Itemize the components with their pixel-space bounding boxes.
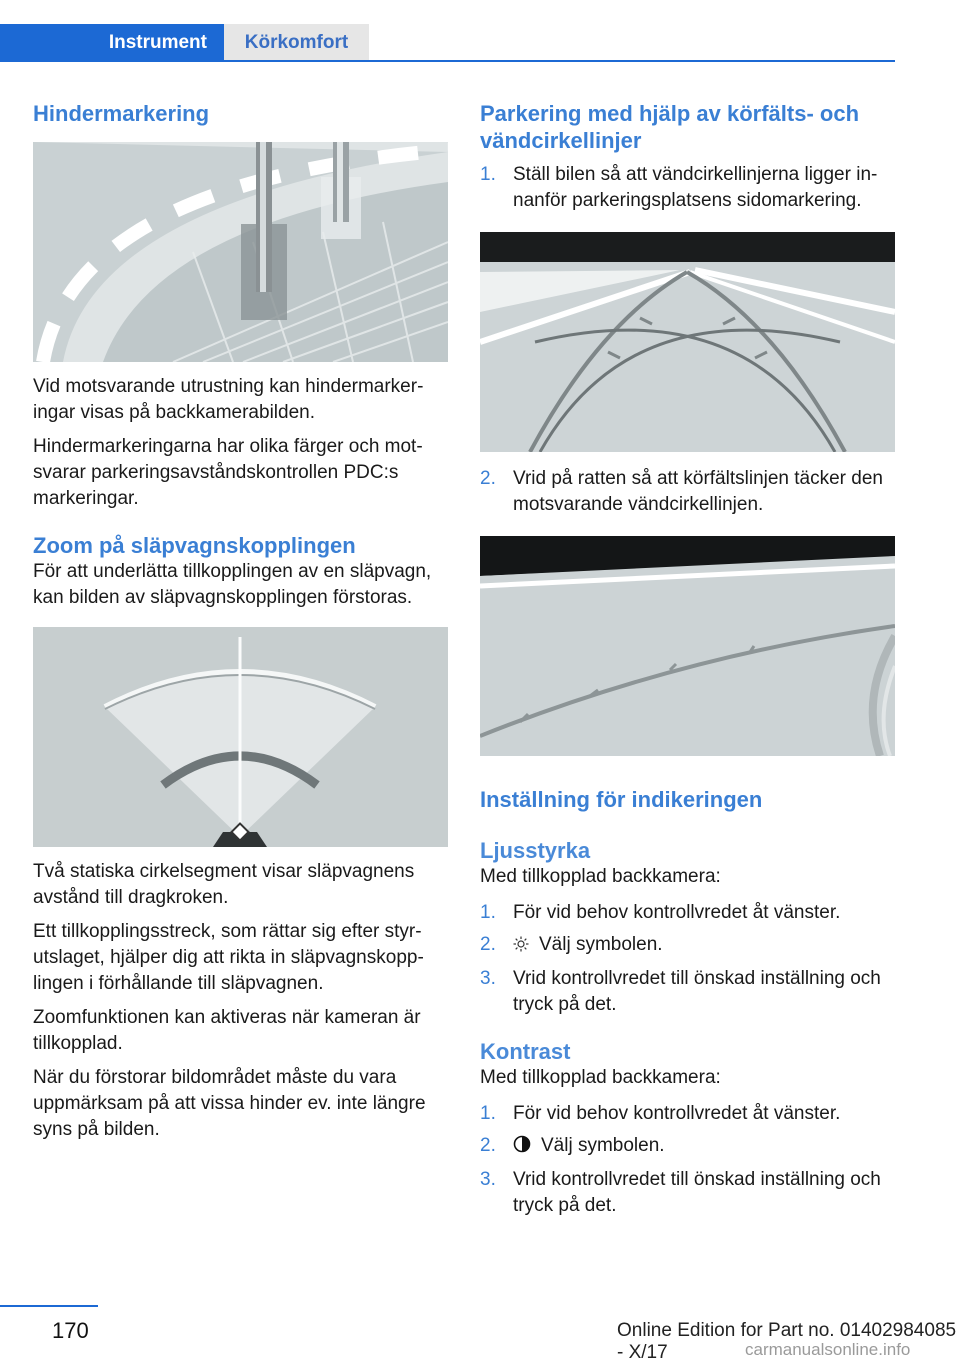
heading-contrast: Kontrast <box>480 1039 571 1064</box>
step-number: 1. <box>480 164 496 185</box>
left-column <box>33 100 448 1143</box>
list-item <box>480 1167 895 1219</box>
paragraph-zoom-4: Zoomfunktionen kan aktiveras när kameran är tillkopplad. <box>33 1007 421 1054</box>
step-text: För vid behov kontrollvredet åt vänster. <box>513 1103 841 1124</box>
half-circle-icon <box>513 1135 531 1161</box>
figure-hitch-zoom <box>33 627 448 847</box>
step-text: Välj symbolen. <box>541 1135 665 1156</box>
step-number: 2. <box>480 468 496 489</box>
footer-rule <box>0 1305 98 1307</box>
parking-steps-2 <box>480 466 895 518</box>
list-item <box>480 162 895 214</box>
paragraph-zoom-5: När du förstorar bildområdet måste du vara uppmärksam på att vissa hinder ev. inte längre syns på bilden. <box>33 1067 426 1140</box>
heading-parking: Parkering med hjälp av körfälts- och vändcirkellinjer <box>480 101 860 153</box>
step-text: Ställ bilen så att vändcirkellinjerna ligger innanför parkeringsplatsens sidomarkering. <box>513 164 878 211</box>
figure-turning-lines <box>480 232 895 452</box>
step-number: 3. <box>480 1169 496 1190</box>
tab-instrument[interactable]: Instrument <box>0 24 224 61</box>
paragraph-brightness: Med tillkopplad backkamera: <box>480 866 721 887</box>
figure-lane-line <box>480 536 895 756</box>
paragraph-zoom-3: Ett tillkopplingsstreck, som rättar sig efter styrutslaget, hjälper dig att rikta in släpvagnskopplingen i förhållande till släpvagnen. <box>33 921 424 994</box>
list-item <box>480 466 895 518</box>
header-rule <box>0 60 895 62</box>
step-text: För vid behov kontrollvredet åt vänster. <box>513 902 841 923</box>
edition-note: Online Edition for Part no. 01402984085 - X/17 <box>617 1320 957 1363</box>
step-number: 1. <box>480 902 496 923</box>
page-number: 170 <box>52 1318 89 1343</box>
list-item <box>480 966 895 1018</box>
tab-korkomfort[interactable]: Körkomfort <box>224 24 369 61</box>
step-number: 2. <box>480 1135 496 1156</box>
header-tabs <box>0 24 895 61</box>
step-number: 1. <box>480 1103 496 1124</box>
step-text: Välj symbolen. <box>539 934 663 955</box>
figure-obstacle-markers <box>33 142 448 362</box>
step-number: 2. <box>480 934 496 955</box>
step-text: Vrid kontrollvredet till önskad inställning och tryck på det. <box>513 968 881 1015</box>
step-number: 3. <box>480 968 496 989</box>
step-text: Vrid på ratten så att körfältslinjen täcker den motsvarande vändcirkellinjen. <box>513 468 883 515</box>
list-item <box>480 1101 895 1127</box>
list-item <box>480 1133 895 1161</box>
paragraph-zoom-2: Två statiska cirkelsegment visar släpvagnens avstånd till dragkroken. <box>33 861 415 908</box>
heading-zoom: Zoom på släpvagnskopplingen <box>33 533 356 558</box>
paragraph-obstacle-2: Hindermarkeringarna har olika färger och motsvarar parkeringsavståndskontrollen PDC:s markeringar. <box>33 436 423 509</box>
sun-icon <box>513 934 529 960</box>
list-item <box>480 900 895 926</box>
list-item <box>480 932 895 960</box>
step-text: Vrid kontrollvredet till önskad inställning och tryck på det. <box>513 1169 881 1216</box>
paragraph-contrast: Med tillkopplad backkamera: <box>480 1067 721 1088</box>
parking-steps-1 <box>480 162 895 214</box>
contrast-steps <box>480 1101 895 1219</box>
heading-settings: Inställning för indikeringen <box>480 787 763 812</box>
watermark: carmanualsonline.info <box>745 1340 911 1359</box>
heading-brightness: Ljusstyrka <box>480 838 591 863</box>
paragraph-obstacle-1: Vid motsvarande utrustning kan hindermarkeringar visas på backkamerabilden. <box>33 376 424 423</box>
brightness-steps <box>480 900 895 1018</box>
heading-obstacle: Hindermarkering <box>33 101 210 126</box>
paragraph-zoom-1: För att underlätta tillkopplingen av en släpvagn, kan bilden av släpvagnskopplingen förstoras. <box>33 561 432 608</box>
right-column <box>480 100 895 1219</box>
